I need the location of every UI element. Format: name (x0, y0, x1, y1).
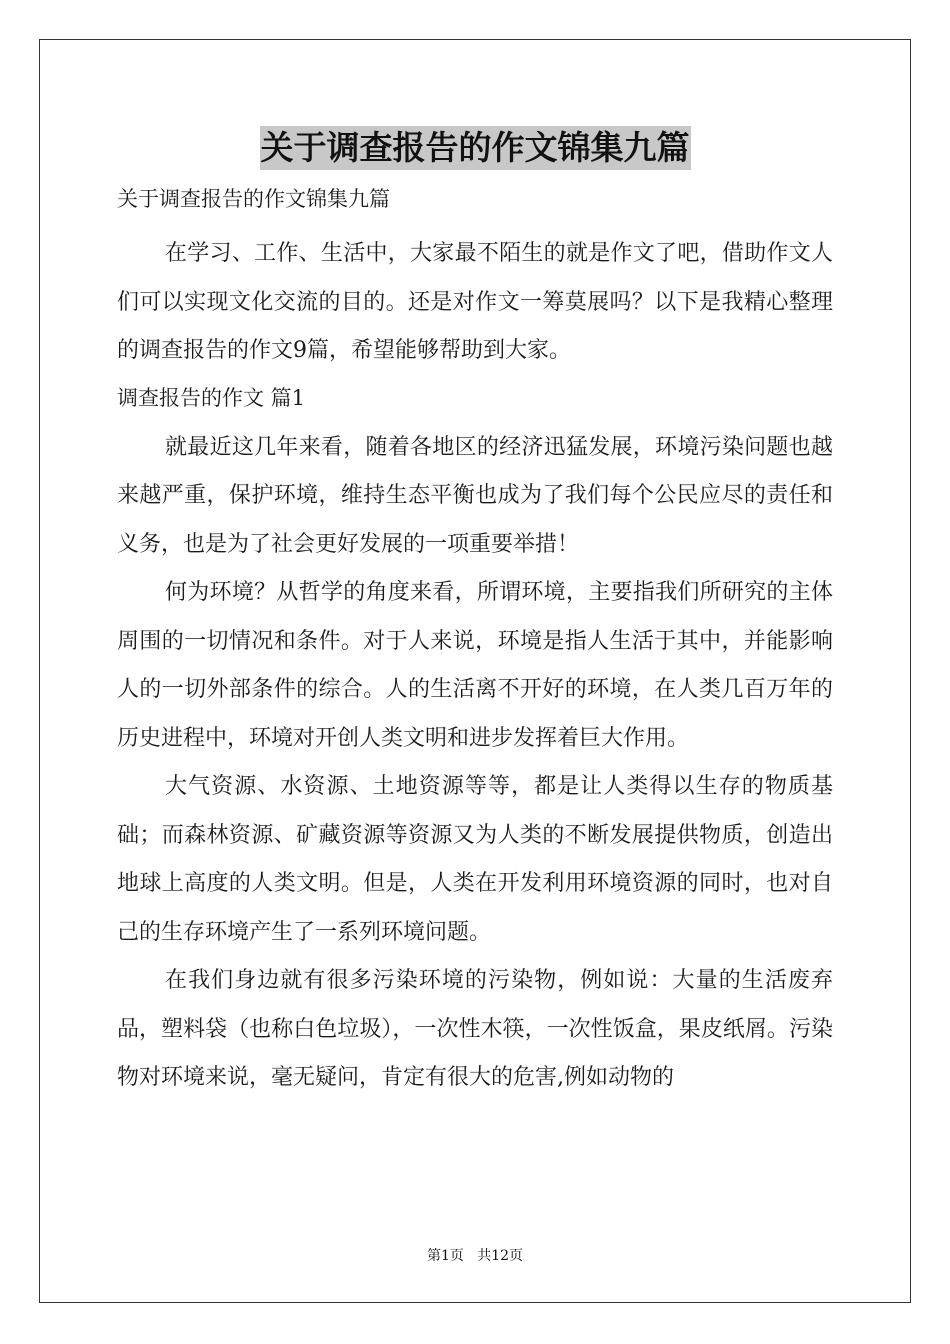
page-indicator: 第1页 共12页 (426, 1248, 524, 1264)
body-paragraph: 大气资源、水资源、土地资源等等，都是让人类得以生存的物质基础；而森林资源、矿藏资源等资源又为人类的不断发展提供物质，创造出地球上高度的人类文明。但是，人类在开发利用环境资源的同时，也对自己的生存环境产生了一系列环境问题。 (117, 774, 833, 945)
document-title: 关于调查报告的作文锦集九篇 (260, 126, 691, 170)
document-body (117, 180, 833, 1103)
document-subtitle: 关于调查报告的作文锦集九篇 (117, 187, 390, 211)
body-paragraph: 在我们身边就有很多污染环境的污染物，例如说：大量的生活废弃品，塑料袋（也称白色垃圾），一次性木筷，一次性饭盒，果皮纸屑。污染物对环境来说，毫无疑问，肯定有很大的危害,例如动物的 (117, 968, 833, 1090)
intro-paragraph: 在学习、工作、生活中，大家最不陌生的就是作文了吧，借助作文人们可以实现文化交流的目的。还是对作文一筹莫展吗？以下是我精心整理的调查报告的作文9篇，希望能够帮助到大家。 (117, 241, 833, 363)
body-paragraph: 就最近这几年来看，随着各地区的经济迅猛发展，环境污染问题也越来越严重，保护环境，维持生态平衡也成为了我们每个公民应尽的责任和义务，也是为了社会更好发展的一项重要举措！ (117, 434, 833, 557)
title-container (0, 126, 950, 170)
body-paragraph: 何为环境？从哲学的角度来看，所谓环境，主要指我们所研究的主体周围的一切情况和条件。对于人来说，环境是指人生活于其中，并能影响人的一切外部条件的综合。人的生活离不开好的环境，在人类几百万年的历史进程中，环境对开创人类文明和进步发挥着巨大作用。 (117, 580, 833, 751)
chapter-heading: 调查报告的作文 篇1 (117, 385, 306, 410)
page-footer (0, 1245, 950, 1265)
